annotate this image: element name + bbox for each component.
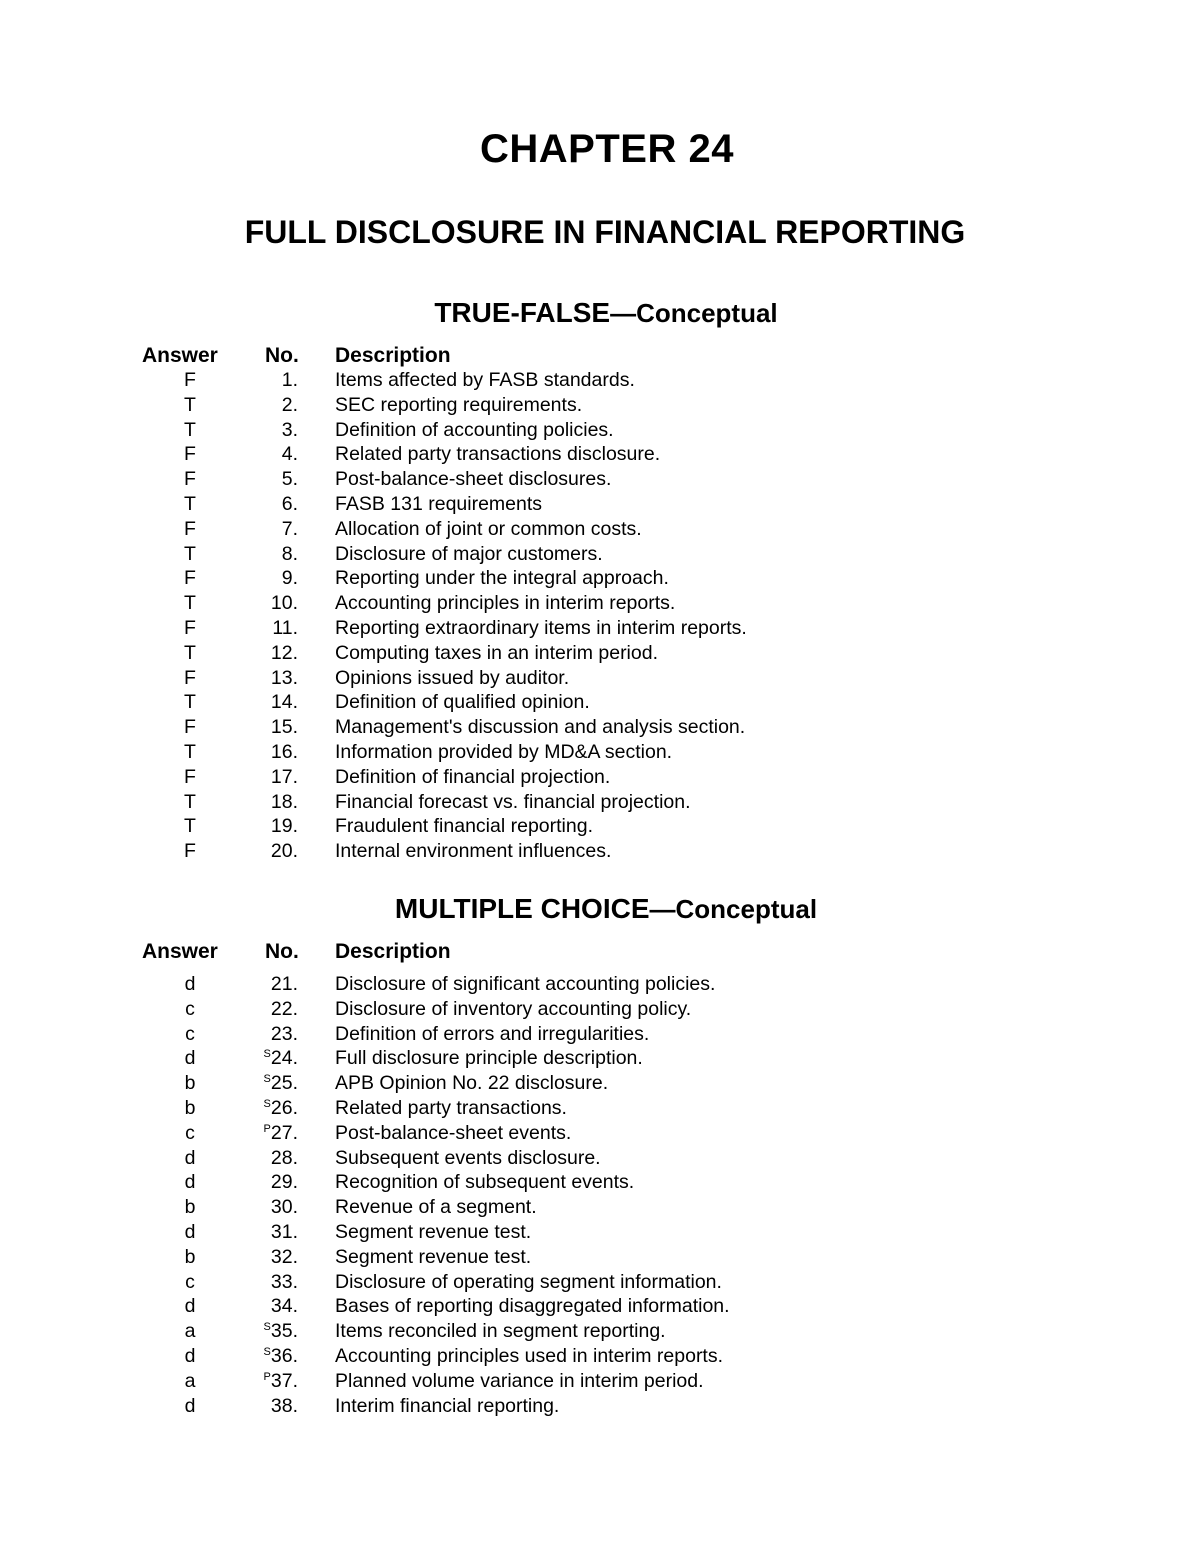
mc-row: [0, 1369, 1200, 1394]
answer-cell: T: [184, 592, 196, 615]
mc-row: [0, 1220, 1200, 1245]
answer-cell: a: [184, 1320, 196, 1343]
answer-cell: c: [185, 1121, 195, 1144]
number-text: 38.: [270, 1394, 298, 1417]
number-text: 19.: [270, 815, 298, 838]
number-cell: [230, 666, 298, 691]
answer-cell: c: [185, 1270, 195, 1293]
mc-column-answer: Answer: [142, 940, 218, 963]
description-cell: Definition of qualified opinion.: [335, 691, 590, 714]
source-mark: S: [263, 1097, 271, 1110]
mc-row: [0, 1294, 1200, 1319]
description-cell: Related party transactions.: [335, 1096, 567, 1119]
chapter-subtitle: FULL DISCLOSURE IN FINANCIAL REPORTING: [244, 214, 966, 250]
mc-row: [0, 1022, 1200, 1047]
answer-cell: b: [184, 1245, 196, 1268]
number-text: 3.: [281, 418, 298, 441]
number-cell: [230, 368, 298, 393]
description-cell: Reporting extraordinary items in interim reports.: [335, 616, 747, 639]
answer-cell: F: [184, 369, 196, 391]
answer-cell: F: [184, 443, 196, 466]
description-cell: Full disclosure principle description.: [335, 1047, 643, 1070]
tf-row: [0, 814, 1200, 839]
tf-row: [0, 393, 1200, 418]
answer-cell: d: [184, 1220, 196, 1243]
description-cell: Definition of accounting policies.: [335, 418, 614, 441]
answer-cell: T: [184, 740, 196, 763]
description-cell: Bases of reporting disaggregated information.: [335, 1295, 730, 1318]
tf-row: [0, 467, 1200, 492]
mc-row: [0, 1394, 1200, 1419]
mc-row: [0, 1195, 1200, 1220]
number-cell: [230, 1245, 298, 1270]
description-cell: Opinions issued by auditor.: [335, 666, 570, 689]
number-text: 26.: [270, 1096, 298, 1119]
number-text: 15.: [270, 716, 298, 739]
answer-cell: F: [184, 517, 196, 540]
number-text: 5.: [281, 468, 298, 491]
number-text: 11.: [272, 616, 298, 639]
true-false-heading: [0, 297, 1200, 329]
number-text: 33.: [270, 1270, 298, 1293]
tf-row: [0, 442, 1200, 467]
description-cell: SEC reporting requirements.: [335, 393, 583, 416]
number-cell: [230, 1270, 298, 1295]
answer-cell: T: [184, 542, 196, 565]
number-text: 32.: [270, 1245, 298, 1268]
number-cell: [230, 418, 298, 443]
tf-row: [0, 715, 1200, 740]
tf-row: [0, 641, 1200, 666]
description-cell: Disclosure of inventory accounting policy.: [335, 997, 692, 1020]
number-text: 18.: [270, 790, 298, 813]
number-cell: [230, 641, 298, 666]
description-cell: Computing taxes in an interim period.: [335, 641, 658, 664]
tf-row: [0, 542, 1200, 567]
number-cell: [230, 1294, 298, 1319]
description-cell: Subsequent events disclosure.: [335, 1146, 601, 1169]
number-cell: [230, 1195, 298, 1220]
number-cell: [230, 1046, 298, 1071]
number-cell: [230, 1344, 298, 1369]
description-cell: Information provided by MD&A section.: [335, 740, 673, 763]
source-mark: P: [263, 1370, 271, 1383]
number-cell: [230, 1022, 298, 1047]
answer-cell: d: [184, 1047, 196, 1070]
number-text: 22.: [270, 997, 298, 1020]
answer-cell: d: [184, 1171, 196, 1194]
source-mark: S: [263, 1345, 271, 1358]
mc-row: [0, 997, 1200, 1022]
number-cell: [230, 591, 298, 616]
tf-column-no: No.: [265, 344, 299, 367]
tf-row: [0, 740, 1200, 765]
number-cell: [230, 1096, 298, 1121]
description-cell: Items affected by FASB standards.: [335, 369, 635, 391]
number-text: 12.: [270, 641, 298, 664]
number-text: 28.: [270, 1146, 298, 1169]
description-cell: Segment revenue test.: [335, 1245, 532, 1268]
source-mark: S: [263, 1048, 271, 1061]
mc-row: [0, 1121, 1200, 1146]
description-cell: Disclosure of major customers.: [335, 542, 603, 565]
answer-cell: b: [184, 1072, 196, 1095]
number-cell: [230, 1369, 298, 1394]
description-cell: Allocation of joint or common costs.: [335, 517, 642, 540]
number-text: 13.: [270, 666, 298, 689]
answer-cell: T: [184, 492, 196, 515]
number-cell: [230, 517, 298, 542]
answer-cell: F: [184, 716, 196, 739]
answer-cell: F: [184, 616, 196, 639]
tf-row: [0, 666, 1200, 691]
number-text: 29.: [270, 1171, 298, 1194]
tf-row: [0, 690, 1200, 715]
tf-column-description: Description: [335, 344, 451, 367]
number-cell: [230, 1319, 298, 1344]
number-text: 2.: [281, 393, 298, 416]
description-cell: Planned volume variance in interim period.: [335, 1369, 704, 1392]
number-text: 31.: [270, 1220, 298, 1243]
true-false-heading-main: TRUE-FALSE: [434, 297, 611, 328]
answer-cell: F: [184, 840, 196, 863]
mc-row: [0, 1170, 1200, 1195]
number-text: 23.: [270, 1022, 298, 1045]
number-cell: [230, 790, 298, 815]
description-cell: Management's discussion and analysis section.: [335, 716, 746, 739]
number-text: 25.: [270, 1072, 298, 1095]
number-cell: [230, 814, 298, 839]
answer-cell: T: [184, 790, 196, 813]
tf-row: [0, 790, 1200, 815]
mc-row: [0, 1096, 1200, 1121]
description-cell: FASB 131 requirements: [335, 492, 543, 515]
number-text: 37.: [270, 1369, 298, 1392]
mc-row: [0, 972, 1200, 997]
description-cell: Accounting principles used in interim reports.: [335, 1344, 724, 1367]
mc-column-no: No.: [265, 940, 299, 963]
number-cell: [230, 616, 298, 641]
number-cell: [230, 542, 298, 567]
number-text: 8.: [281, 542, 298, 565]
number-cell: [230, 492, 298, 517]
answer-cell: c: [185, 997, 195, 1020]
multiple-choice-heading: [0, 893, 1200, 925]
answer-cell: F: [184, 765, 196, 788]
number-cell: [230, 1220, 298, 1245]
multiple-choice-heading-main: MULTIPLE CHOICE: [394, 893, 650, 924]
description-cell: Post-balance-sheet events.: [335, 1121, 572, 1144]
number-cell: [230, 997, 298, 1022]
answer-cell: b: [184, 1096, 196, 1119]
number-text: 34.: [270, 1295, 298, 1318]
number-cell: [230, 1071, 298, 1096]
number-text: 16.: [270, 740, 298, 763]
description-cell: Recognition of subsequent events.: [335, 1171, 635, 1194]
multiple-choice-list: [0, 972, 1200, 1418]
number-cell: [230, 566, 298, 591]
mc-row: [0, 1319, 1200, 1344]
description-cell: Related party transactions disclosure.: [335, 443, 661, 466]
chapter-title: CHAPTER 24: [480, 127, 734, 171]
answer-cell: d: [184, 973, 196, 995]
number-cell: [230, 972, 298, 997]
description-cell: Accounting principles in interim reports.: [335, 592, 676, 615]
answer-cell: d: [184, 1295, 196, 1318]
tf-row: [0, 839, 1200, 864]
number-cell: [230, 467, 298, 492]
number-text: 30.: [270, 1196, 298, 1219]
description-cell: Financial forecast vs. financial projection.: [335, 790, 691, 813]
tf-column-answer: Answer: [142, 344, 218, 367]
description-cell: Revenue of a segment.: [335, 1196, 537, 1219]
answer-cell: T: [184, 815, 196, 838]
tf-row: [0, 591, 1200, 616]
mc-row: [0, 1344, 1200, 1369]
description-cell: Reporting under the integral approach.: [335, 567, 669, 590]
source-mark: S: [263, 1321, 271, 1334]
number-cell: [230, 715, 298, 740]
mc-column-description: Description: [335, 940, 451, 963]
number-cell: [230, 393, 298, 418]
answer-cell: F: [184, 567, 196, 590]
mc-row: [0, 1146, 1200, 1171]
answer-cell: d: [184, 1146, 196, 1169]
description-cell: Disclosure of significant accounting policies.: [335, 973, 716, 995]
answer-cell: F: [184, 666, 196, 689]
number-cell: [230, 1170, 298, 1195]
true-false-list: [0, 368, 1200, 864]
answer-cell: d: [184, 1394, 196, 1417]
answer-cell: F: [184, 468, 196, 491]
description-cell: Items reconciled in segment reporting.: [335, 1320, 666, 1343]
description-cell: Post-balance-sheet disclosures.: [335, 468, 612, 491]
multiple-choice-heading-suffix: —Conceptual: [649, 894, 818, 924]
number-text: 24.: [270, 1047, 298, 1070]
answer-cell: T: [184, 641, 196, 664]
description-cell: Definition of errors and irregularities.: [335, 1022, 650, 1045]
source-mark: P: [263, 1122, 271, 1135]
number-text: 14.: [270, 691, 298, 714]
mc-row: [0, 1245, 1200, 1270]
answer-cell: a: [184, 1369, 196, 1392]
answer-cell: b: [184, 1196, 196, 1219]
description-cell: Definition of financial projection.: [335, 765, 611, 788]
answer-cell: T: [184, 691, 196, 714]
number-text: 20.: [270, 840, 298, 863]
true-false-heading-suffix: —Conceptual: [610, 298, 778, 328]
tf-row: [0, 517, 1200, 542]
number-text: 7.: [281, 517, 298, 540]
number-cell: [230, 690, 298, 715]
tf-row: [0, 566, 1200, 591]
number-text: 9.: [281, 567, 298, 590]
tf-row: [0, 418, 1200, 443]
number-cell: [230, 1121, 298, 1146]
mc-row: [0, 1270, 1200, 1295]
number-cell: [230, 765, 298, 790]
answer-cell: d: [184, 1344, 196, 1367]
number-cell: [230, 740, 298, 765]
description-cell: Internal environment influences.: [335, 840, 612, 863]
description-cell: Interim financial reporting.: [335, 1394, 560, 1417]
answer-cell: T: [184, 418, 196, 441]
description-cell: Segment revenue test.: [335, 1220, 532, 1243]
number-cell: [230, 1146, 298, 1171]
number-text: 6.: [281, 492, 298, 515]
number-text: 35.: [270, 1320, 298, 1343]
tf-row: [0, 616, 1200, 641]
number-text: 27.: [270, 1121, 298, 1144]
mc-row: [0, 1046, 1200, 1071]
number-cell: [230, 442, 298, 467]
description-cell: Fraudulent financial reporting.: [335, 815, 593, 838]
number-cell: [230, 839, 298, 864]
mc-row: [0, 1071, 1200, 1096]
number-text: 1.: [281, 369, 298, 391]
description-cell: Disclosure of operating segment information.: [335, 1270, 722, 1293]
number-text: 21.: [270, 973, 298, 995]
description-cell: APB Opinion No. 22 disclosure.: [335, 1072, 609, 1095]
number-text: 17.: [270, 765, 298, 788]
tf-row: [0, 492, 1200, 517]
number-text: 4.: [281, 443, 298, 466]
source-mark: S: [263, 1073, 271, 1086]
tf-row: [0, 765, 1200, 790]
number-text: 10.: [270, 592, 298, 615]
number-text: 36.: [270, 1344, 298, 1367]
answer-cell: T: [184, 393, 196, 416]
tf-row: [0, 368, 1200, 393]
answer-cell: c: [185, 1022, 195, 1045]
number-cell: [230, 1394, 298, 1419]
